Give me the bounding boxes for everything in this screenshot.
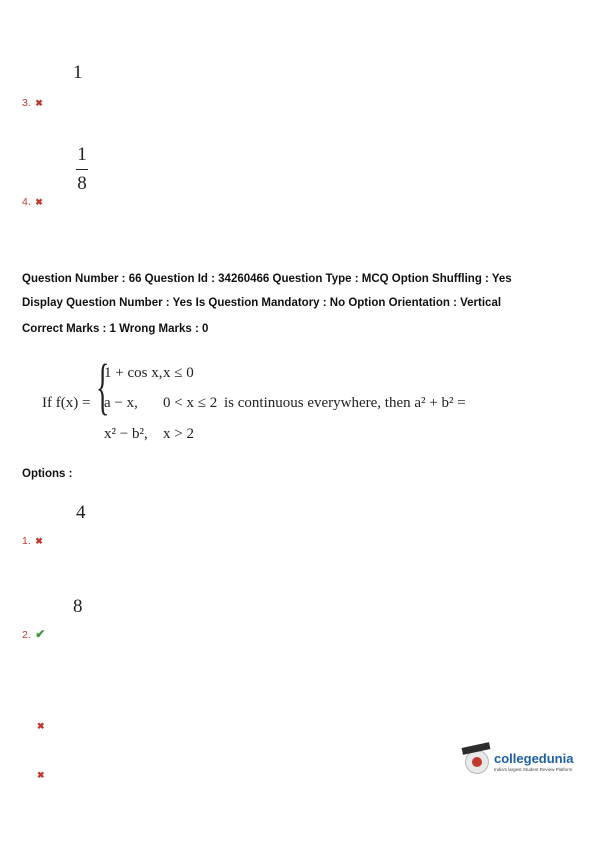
cross-icon: ✖ xyxy=(35,536,43,546)
option-4-label: 4. xyxy=(22,196,31,208)
option-4[interactable] xyxy=(37,765,45,783)
option-3[interactable] xyxy=(37,716,45,734)
check-icon: ✔ xyxy=(35,627,46,641)
option-3-marker xyxy=(22,93,43,111)
option-1-value: 4 xyxy=(76,502,86,523)
cross-icon: ✖ xyxy=(35,98,43,108)
question-meta-line-1: Question Number : 66 Question Id : 34260466 Question Type : MCQ Option Shuffling : Yes xyxy=(22,273,512,285)
brand-logo xyxy=(465,750,573,774)
stem-prefix: If f(x) = xyxy=(42,395,91,411)
question-meta-line-2: Display Question Number : Yes Is Question Mandatory : No Option Orientation : Vertical xyxy=(22,297,502,309)
stem-suffix: is continuous everywhere, then a² + b² = xyxy=(224,395,466,411)
option-2-value: 8 xyxy=(73,596,83,617)
case-3-cond: x > 2 xyxy=(163,426,194,442)
case-3-expr: x² − b², xyxy=(104,426,148,442)
brand-name: collegedunia xyxy=(494,751,574,766)
option-3-label: 3. xyxy=(22,97,31,109)
option-2-label: 2. xyxy=(22,629,31,641)
case-2-expr: a − x, xyxy=(104,395,138,411)
fraction-bar xyxy=(76,169,88,170)
option-1-label: 1. xyxy=(22,535,31,547)
question-meta-line-3: Correct Marks : 1 Wrong Marks : 0 xyxy=(22,323,209,335)
option-4-marker xyxy=(22,192,43,210)
piecewise-brace: { xyxy=(96,353,110,421)
option-4-denominator: 8 xyxy=(77,173,87,194)
cross-icon: ✖ xyxy=(37,721,45,731)
option-3-value: 1 xyxy=(73,62,83,83)
cross-icon: ✖ xyxy=(35,197,43,207)
option-4-value xyxy=(76,144,88,195)
case-1-expr: 1 + cos x, xyxy=(104,365,163,381)
cross-icon: ✖ xyxy=(37,770,45,780)
option-4-numerator: 1 xyxy=(77,144,87,165)
option-1[interactable] xyxy=(22,531,43,549)
case-2-cond: 0 < x ≤ 2 xyxy=(163,395,218,411)
option-2[interactable] xyxy=(22,625,45,643)
mascot-icon xyxy=(465,750,489,774)
options-heading: Options : xyxy=(22,468,73,480)
case-1-cond: x ≤ 0 xyxy=(163,365,194,381)
brand-tagline: India's largest Student Review Platform xyxy=(494,767,573,772)
